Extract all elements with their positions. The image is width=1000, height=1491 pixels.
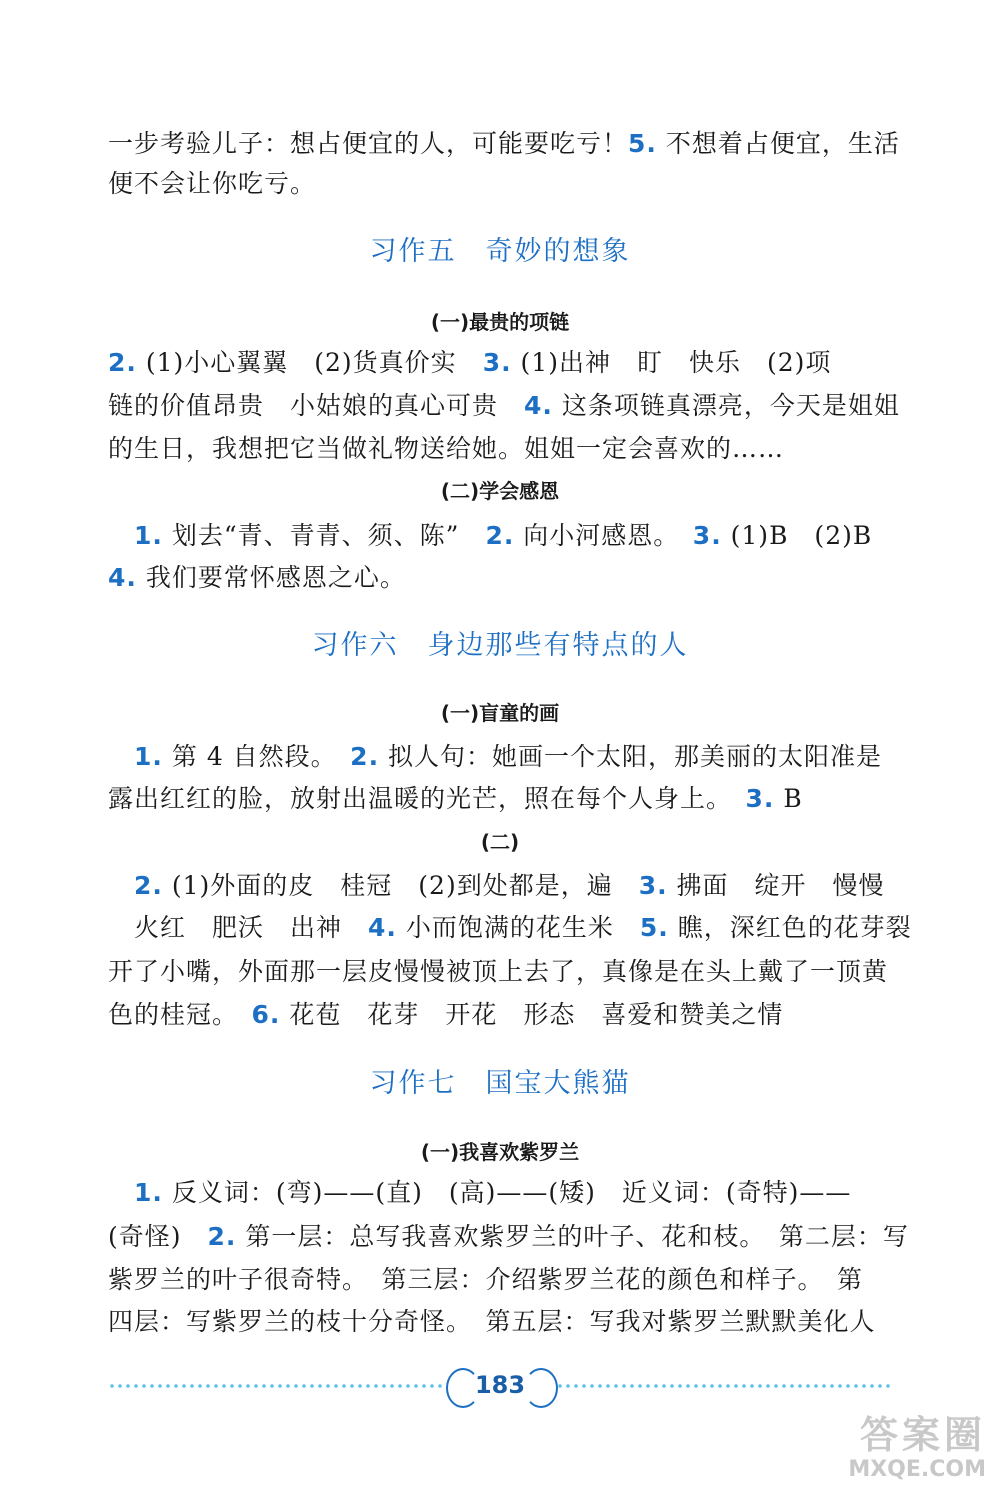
question-number: 2. xyxy=(134,871,163,900)
question-number: 6. xyxy=(251,1000,281,1029)
answer-text: 色的桂冠。 xyxy=(108,1000,252,1029)
question-number: 1. xyxy=(134,521,163,550)
question-number: 5. xyxy=(639,913,669,942)
answer-text: 第 4 自然段。 xyxy=(162,742,351,771)
ornament-right-icon xyxy=(524,1368,558,1408)
answer-text: 四层：写紫罗兰的枝十分奇怪。 第五层：写我对紫罗兰默默美化人 xyxy=(108,1307,876,1336)
text-line xyxy=(108,164,888,204)
answer-text: (1)B (2)B xyxy=(721,521,873,550)
text-line xyxy=(108,1302,888,1342)
section-title-7: 习作七 国宝大熊猫 xyxy=(369,1068,631,1099)
answer-text: 露出红红的脸，放射出温暖的光芒，照在每个人身上。 xyxy=(108,784,746,813)
text-line xyxy=(108,558,888,598)
answer-text: 瞧，深红色的花芽裂 xyxy=(668,913,912,942)
footer-dots-right xyxy=(556,1383,892,1389)
footer-dots-left xyxy=(108,1383,444,1389)
text-line xyxy=(108,516,888,556)
text-line xyxy=(108,1260,888,1300)
answer-text: 不想着占便宜，生活 xyxy=(656,129,900,158)
answer-text: 反义词：(弯)——(直) (高)——(矮) 近义词：(奇特)—— xyxy=(162,1178,852,1207)
answer-text: (奇怪) xyxy=(108,1222,208,1251)
answer-text: 开了小嘴，外面那一层皮慢慢被顶上去了，真像是在头上戴了一顶黄 xyxy=(108,957,889,986)
question-number: 3. xyxy=(638,871,668,900)
text-line xyxy=(108,1217,909,1257)
section-title-6: 习作六 身边那些有特点的人 xyxy=(311,630,689,661)
text-line xyxy=(108,386,900,426)
subsection-title: (一)我喜欢紫罗兰 xyxy=(420,1140,580,1164)
answer-text: (1)外面的皮 桂冠 (2)到处都是，遍 xyxy=(162,871,639,900)
text-line xyxy=(108,908,912,948)
answer-text: 一步考验儿子：想占便宜的人，可能要吃亏！ xyxy=(108,129,629,158)
answer-text: 花苞 花芽 开花 形态 喜爱和赞美之情 xyxy=(280,1000,784,1029)
answer-text: 拟人句：她画一个太阳，那美丽的太阳准是 xyxy=(379,742,883,771)
text-line xyxy=(108,866,888,906)
answer-text: 便不会让你吃亏。 xyxy=(108,169,317,198)
subsection-title: (二) xyxy=(480,830,520,854)
question-number: 5. xyxy=(628,129,657,158)
answer-text: 链的价值昂贵 小姑娘的真心可贵 xyxy=(108,391,525,420)
page-number: 183 xyxy=(474,1371,526,1399)
answer-text: 的生日，我想把它当做礼物送给她。姐姐一定会喜欢的…… xyxy=(108,434,785,463)
answer-text: 火红 肥沃 出神 xyxy=(108,913,369,942)
watermark-logo: 答案圈 xyxy=(859,1413,986,1457)
question-number: 3. xyxy=(482,348,512,377)
watermark-url: MXQE.COM xyxy=(848,1457,986,1482)
answer-text: 我们要常怀感恩之心。 xyxy=(136,563,406,592)
answer-text: 这条项链真漂亮，今天是姐姐 xyxy=(552,391,900,420)
section-title-5: 习作五 奇妙的想象 xyxy=(369,236,631,267)
answer-text: 小而饱满的花生米 xyxy=(396,913,640,942)
question-number: 2. xyxy=(350,742,380,771)
subsection-title: (一)最贵的项链 xyxy=(430,310,570,334)
question-number: 2. xyxy=(485,521,515,550)
question-number: 4. xyxy=(108,563,137,592)
watermark xyxy=(848,1413,986,1483)
text-line xyxy=(108,952,888,992)
text-line xyxy=(108,1173,888,1213)
text-line xyxy=(108,124,900,164)
answer-text: 划去“青、青青、须、陈” xyxy=(162,521,486,550)
subsection-title: (一)盲童的画 xyxy=(440,701,560,725)
answer-text: 紫罗兰的叶子很奇特。 第三层：介绍紫罗兰花的颜色和样子。 第 xyxy=(108,1265,864,1294)
question-number: 1. xyxy=(134,742,163,771)
question-number: 3. xyxy=(745,784,775,813)
answer-text: B xyxy=(774,784,803,813)
answer-text xyxy=(108,871,134,900)
question-number: 1. xyxy=(134,1178,163,1207)
answer-text xyxy=(108,521,134,550)
answer-text: (1)小心翼翼 (2)货真价实 xyxy=(136,348,483,377)
answer-text: 第一层：总写我喜欢紫罗兰的叶子、花和枝。 第二层：写 xyxy=(236,1222,909,1251)
question-number: 4. xyxy=(524,391,553,420)
answer-text: (1)出神 盯 快乐 (2)项 xyxy=(511,348,832,377)
question-number: 2. xyxy=(207,1222,237,1251)
subsection-title: (二)学会感恩 xyxy=(440,479,560,503)
text-line xyxy=(108,737,888,777)
answer-text xyxy=(108,742,134,771)
answer-text: 拂面 绽开 慢慢 xyxy=(667,871,885,900)
text-line xyxy=(108,343,888,383)
question-number: 4. xyxy=(368,913,397,942)
question-number: 2. xyxy=(108,348,137,377)
question-number: 3. xyxy=(692,521,722,550)
text-line xyxy=(108,429,888,469)
text-line xyxy=(108,779,888,819)
text-line xyxy=(108,995,888,1035)
answer-text xyxy=(108,1178,134,1207)
answer-text: 向小河感恩。 xyxy=(514,521,693,550)
